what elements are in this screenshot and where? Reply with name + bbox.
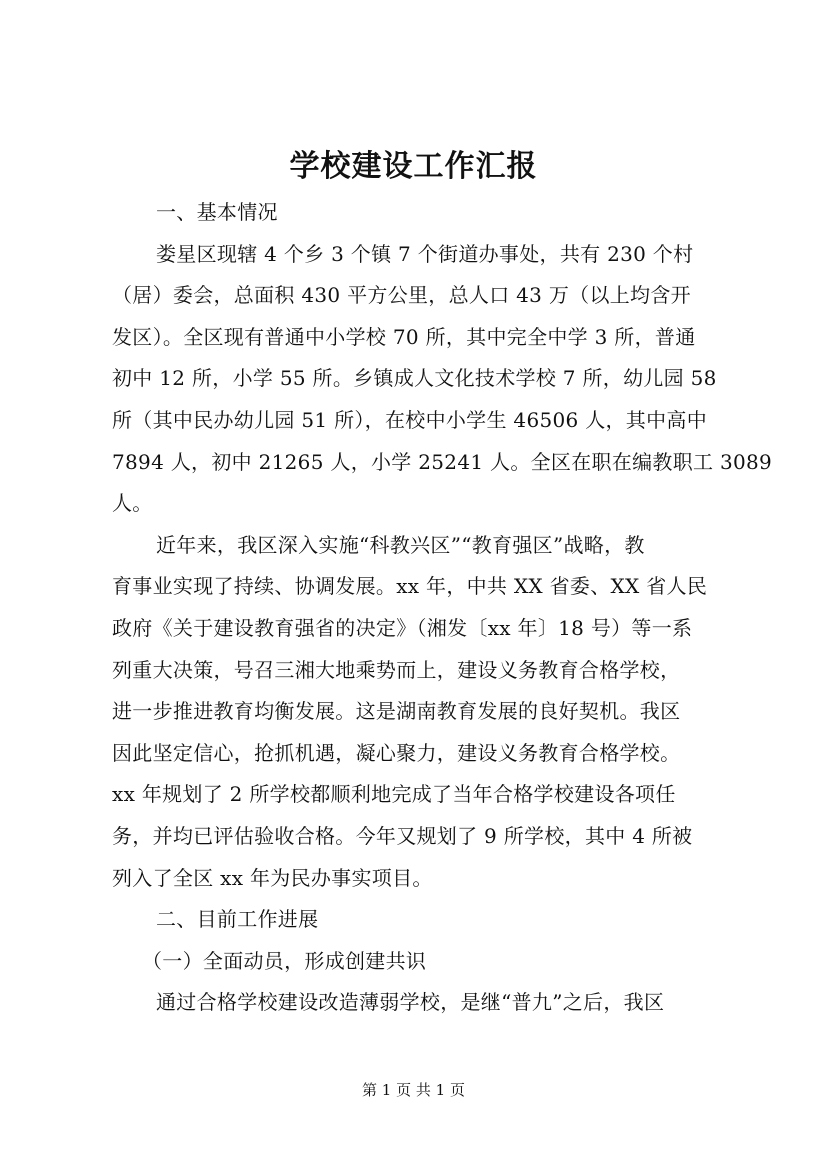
page-footer: 第 1 页 共 1 页: [362, 1081, 465, 1099]
paragraph-line: 娄星区现辖 4 个乡 3 个镇 7 个街道办事处，共有 230 个村: [156, 241, 694, 266]
paragraph-line: 因此坚定信心，抢抓机遇，凝心聚力，建设义务教育合格学校。: [112, 740, 681, 765]
paragraph-line: 进一步推进教育均衡发展。这是湖南教育发展的良好契机。我区: [112, 699, 681, 724]
paragraph-line: 初中 12 所，小学 55 所。乡镇成人文化技术学校 7 所，幼儿园 58: [112, 366, 717, 391]
subsection-heading: （一）全面动员，形成创建共识: [142, 948, 427, 973]
paragraph-line: 人。: [112, 491, 153, 516]
section-heading: 一、基本情况: [156, 200, 278, 224]
document-body: [112, 192, 773, 1024]
paragraph-line: 所（其中民办幼儿园 51 所），在校中小学生 46506 人，其中高中: [112, 407, 708, 432]
paragraph-line: xx 年规划了 2 所学校都顺利地完成了当年合格学校建设各项任: [112, 782, 676, 807]
paragraph-line: 发区）。全区现有普通中小学校 70 所，其中完全中学 3 所，普通: [112, 324, 696, 349]
paragraph-line: 近年来，我区深入实施“科教兴区”“教育强区”战略，教: [156, 532, 645, 557]
paragraph-line: 通过合格学校建设改造薄弱学校，是继“普九”之后，我区: [156, 990, 665, 1015]
paragraph-line: 政府《关于建设教育强省的决定》（湘发〔xx 年〕18 号）等一系: [112, 615, 693, 640]
document-title: 学校建设工作汇报: [289, 149, 538, 184]
paragraph-line: 育事业实现了持续、协调发展。xx 年，中共 XX 省委、XX 省人民: [112, 574, 708, 599]
section-heading: 二、目前工作进展: [156, 907, 319, 932]
paragraph-line: 7894 人，初中 21265 人，小学 25241 人。全区在职在编教职工 3089: [112, 449, 773, 474]
paragraph-line: 列重大决策，号召三湘大地乘势而上，建设义务教育合格学校，: [112, 657, 681, 682]
paragraph-line: （居）委会，总面积 430 平方公里，总人口 43 万（以上均含开: [112, 283, 691, 308]
paragraph-line: 列入了全区 xx 年为民办事实项目。: [112, 865, 433, 890]
paragraph-line: 务，并均已评估验收合格。今年又规划了 9 所学校，其中 4 所被: [112, 823, 693, 848]
